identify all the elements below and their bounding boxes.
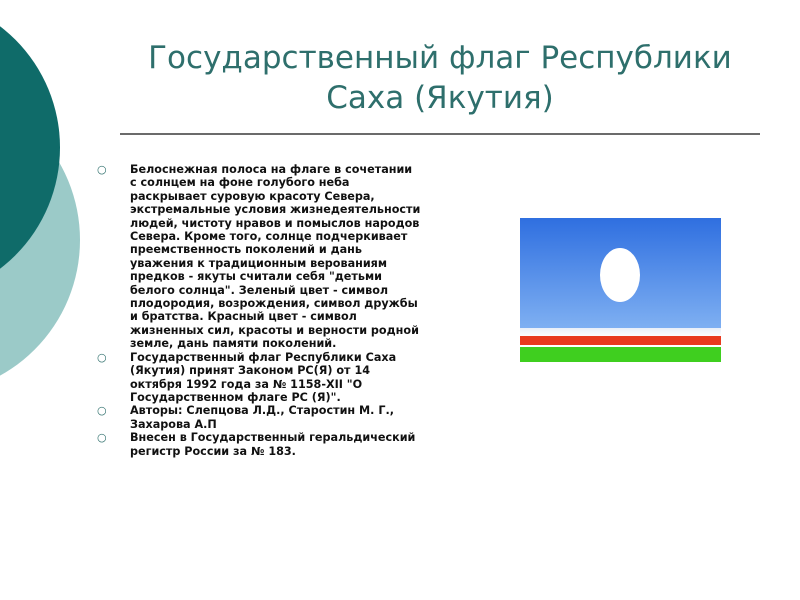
flag-green-stripe [520,347,721,362]
slide-title [120,38,760,118]
flag-white-line [520,345,721,347]
slide-title-line: Саха (Якутия) [326,80,554,116]
bullet-circle-icon: ○ [97,350,107,364]
bullet-text: Внесен в Государственный геральдический регистр России за № 183. [130,431,416,458]
flag-white-stripe [520,328,721,337]
bullet-item [97,351,422,405]
bullet-item [97,163,422,351]
slide-title-line: Государственный флаг Республики [148,40,732,76]
bullet-circle-icon: ○ [97,163,107,176]
bullet-text: Авторы: Слепцова Л.Д., Старостин М. Г., Захарова А.П [130,404,394,431]
bullet-item [97,404,422,431]
bullet-circle-icon: ○ [97,404,107,418]
flag-red-stripe [520,336,721,346]
sakha-flag-image [520,218,721,362]
bullet-list [97,163,422,458]
title-divider [120,133,760,135]
bullet-text: Государственный флаг Республики Саха (Якутия) принят Законом РС(Я) от 14 октября 1992 года за № 1158-XII "О Государственном флаге РС (Я)". [130,350,397,404]
flag-sun [600,248,640,302]
bullet-item [97,431,422,458]
bullet-text: Белоснежная полоса на флаге в сочетании с солнцем на фоне голубого неба раскрывает суровую красоту Севера, экстремальные условия жизнедеятельности людей, чистоту нравов и помыслов народов Севера. Кроме того, солнце подчеркивает преемственность поколений и дань уважения к традиционным верованиям предков - якуты считали себя "детьми белого солнца". Зеленый цвет - символ плодородия, возрождения, символ дружбы и братства. Красный цвет - символ жизненных сил, красоты и верности родной земле, дань памяти поколений. [130,163,421,351]
bullet-circle-icon: ○ [97,431,107,445]
